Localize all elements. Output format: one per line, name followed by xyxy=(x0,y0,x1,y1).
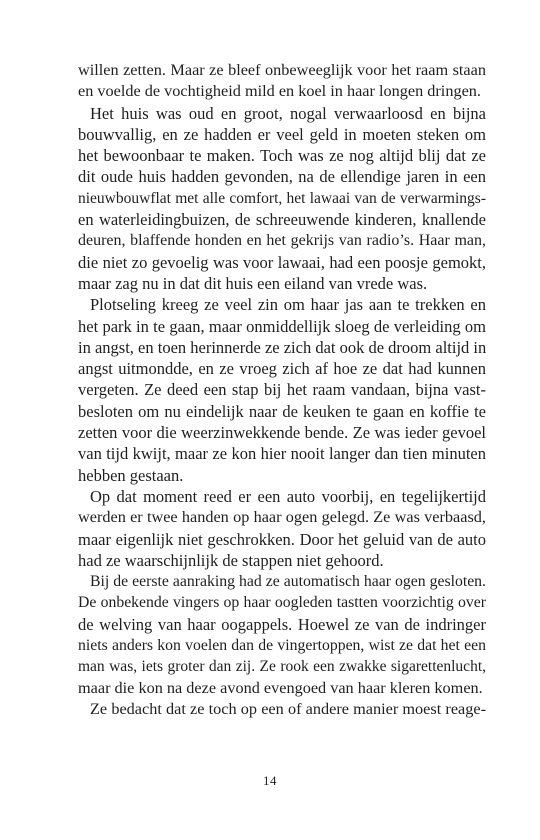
text-line: vergeten. Ze deed een stap bij het raam vandaan, bijna vast- xyxy=(78,380,486,400)
text-line: nieuwbouwflat met alle comfort, het lawaai van de verwarmings- xyxy=(78,189,486,207)
text-line: en voelde de vochtigheid mild en koel in haar longen dringen. xyxy=(78,82,481,101)
text-line: bouwvallig, en ze hadden er veel geld in moeten steken om xyxy=(78,124,486,144)
text-line: dit oude huis hadden gevonden, na de ellendige jaren in een xyxy=(78,167,486,187)
text-line: maar zag nu in dat dit huis een eiland van vrede was. xyxy=(78,273,428,293)
text-line: maar eigenlijk niet geschrokken. Door het geluid van de auto xyxy=(78,529,486,549)
text-line: die niet zo gevoelig was voor lawaai, had een poosje gemokt, xyxy=(78,252,486,272)
text-line: en waterleidingbuizen, de schreeuwende kinderen, knallende xyxy=(78,210,486,230)
text-line: zetten voor die weerzinwekkende bende. Ze was ieder gevoel xyxy=(78,423,486,443)
text-line: De onbekende vingers op haar oogleden tastten voorzichtig over xyxy=(78,594,486,612)
text-line: het bewoonbaar te maken. Toch was ze nog altijd blij dat ze xyxy=(78,146,486,166)
text-line: niets anders kon voelen dan de vingertoppen, wist ze dat het een xyxy=(78,637,486,655)
text-line: besloten om nu eindelijk naar de keuken te gaan en koffie te xyxy=(78,401,486,421)
body-text xyxy=(78,60,486,720)
page-number: 14 xyxy=(263,773,277,788)
text-line: het park in te gaan, maar onmiddellijk sloeg de verleiding om xyxy=(78,316,486,336)
text-line: in angst, en toen herinnerde ze zich dat ook de droom altijd in xyxy=(78,337,487,357)
text-line: werden er twee handen op haar ogen gelegd. Ze was verbaasd, xyxy=(78,508,486,527)
text-line: hebben gestaan. xyxy=(78,465,184,485)
text-line: man was, iets groter dan zij. Ze rook een zwakke sigarettenlucht, xyxy=(78,658,486,676)
text-line: Plotseling kreeg ze veel zin om haar jas aan te trekken en xyxy=(90,295,486,315)
text-line: deuren, blaffende honden en het gekrijs van radio’s. Haar man, xyxy=(78,232,486,250)
text-line: angst uitmondde, en ze vroeg zich af hoe ze dat had kunnen xyxy=(78,359,486,379)
text-line: Het huis was oud en groot, nogal verwaarloosd en bijna xyxy=(90,103,486,123)
text-line: Bij de eerste aanraking had ze automatisch haar ogen gesloten. xyxy=(90,573,486,591)
text-line: Ze bedacht dat ze toch op een of andere manier moest reage- xyxy=(90,699,486,718)
text-line: had ze waarschijnlijk de stappen niet gehoord. xyxy=(78,550,384,570)
text-line: Op dat moment reed er een auto voorbij, en tegelijkertijd xyxy=(90,486,486,506)
text-line: maar die kon na deze avond evengoed van haar kleren komen. xyxy=(78,678,483,697)
text-line: willen zetten. Maar ze bleef onbeweeglijk voor het raam staan xyxy=(78,61,486,79)
text-line: de welving van haar oogappels. Hoewel ze van de indringer xyxy=(78,614,486,634)
text-line: van tijd kwijt, maar ze kon hier nooit langer dan tien minuten xyxy=(78,444,486,464)
